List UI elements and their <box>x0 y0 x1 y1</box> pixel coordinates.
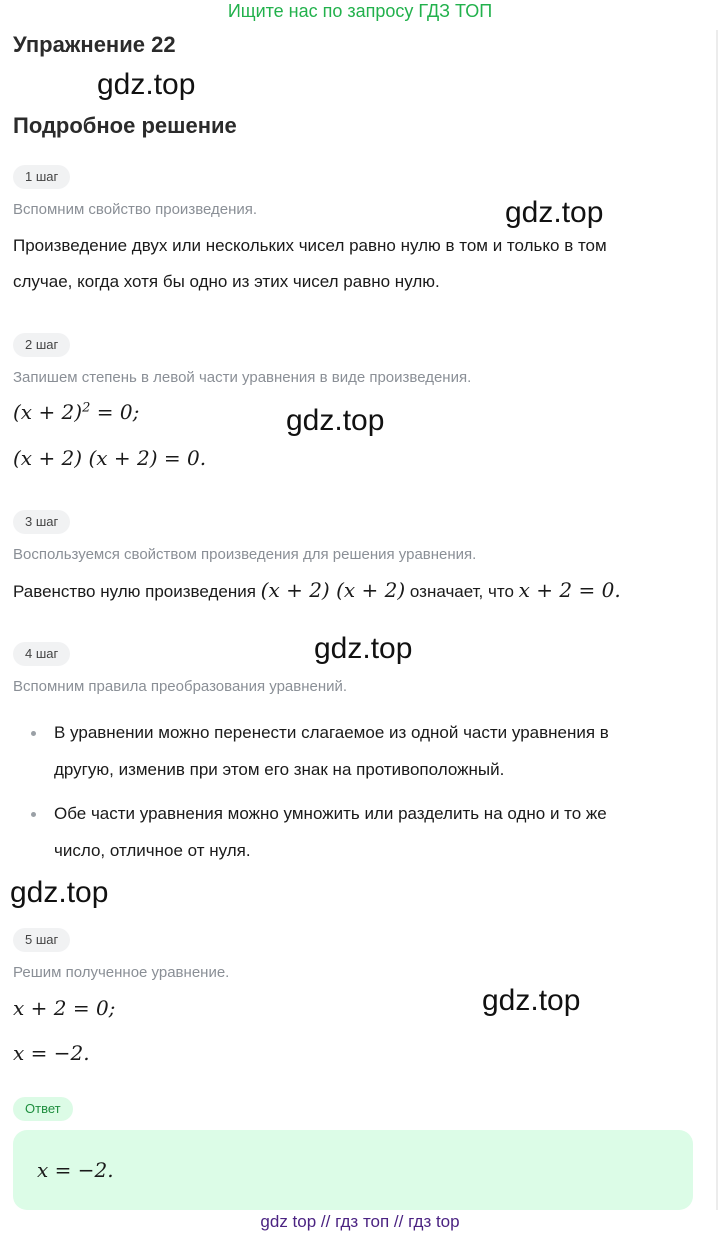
step-badge: 4 шаг <box>13 642 70 666</box>
step-hint: Вспомним свойство произведения. <box>13 201 258 218</box>
watermark: gdz.top <box>482 984 581 1017</box>
answer-value: x = −2. <box>37 1158 114 1182</box>
equation-rest: = 0; <box>90 400 140 424</box>
step-badge: 3 шаг <box>13 510 70 534</box>
step-text-line: Произведение двух или нескольких чисел равно нулю в том и только в том <box>13 236 607 255</box>
step-text-line <box>13 578 621 602</box>
equation-base: (x + 2) <box>13 400 83 424</box>
step-hint: Воспользуемся свойством произведения для решения уравнения. <box>13 546 477 563</box>
footer-links[interactable]: gdz top // гдз топ // гдз top <box>260 1212 460 1231</box>
inline-math: (x + 2) (x + 2) <box>260 578 406 602</box>
answer-badge: Ответ <box>13 1097 73 1121</box>
inline-math: x + 2 = 0. <box>518 578 621 602</box>
watermark: gdz.top <box>10 876 109 909</box>
step-hint: Решим полученное уравнение. <box>13 964 230 981</box>
answer-box <box>13 1130 693 1210</box>
watermark: gdz.top <box>314 632 413 665</box>
page-divider <box>716 30 718 1210</box>
bullet-line: число, отличное от нуля. <box>54 841 251 860</box>
equation-line: x + 2 = 0; <box>13 996 116 1020</box>
step-badge: 5 шаг <box>13 928 70 952</box>
watermark: gdz.top <box>286 404 385 437</box>
equation-line: x = −2. <box>13 1041 90 1065</box>
step-text: означает, что <box>409 582 514 601</box>
bullet-line: другую, изменив при этом его знак на противоположный. <box>54 760 505 779</box>
step-hint: Вспомним правила преобразования уравнений. <box>13 678 348 695</box>
equation-line <box>13 400 139 424</box>
solution-heading: Подробное решение <box>13 113 237 138</box>
step-text: Равенство нулю произведения <box>13 582 256 601</box>
step-hint: Запишем степень в левой части уравнения в виде произведения. <box>13 369 472 386</box>
equation-line: (x + 2) (x + 2) = 0. <box>13 446 207 470</box>
step-text-line: случае, когда хотя бы одно из этих чисел равно нулю. <box>13 272 440 291</box>
bullet-dot-icon <box>31 731 36 736</box>
exercise-title: Упражнение 22 <box>13 32 176 57</box>
equation-exponent: 2 <box>82 400 91 416</box>
bullet-line: В уравнении можно перенести слагаемое из одной части уравнения в <box>54 723 609 742</box>
bullet-dot-icon <box>31 812 36 817</box>
watermark: gdz.top <box>97 68 196 101</box>
step-badge: 2 шаг <box>13 333 70 357</box>
bullet-line: Обе части уравнения можно умножить или разделить на одно и то же <box>54 804 607 823</box>
search-banner[interactable]: Ищите нас по запросу ГДЗ ТОП <box>227 1 493 21</box>
step-badge: 1 шаг <box>13 165 70 189</box>
watermark: gdz.top <box>505 196 604 229</box>
